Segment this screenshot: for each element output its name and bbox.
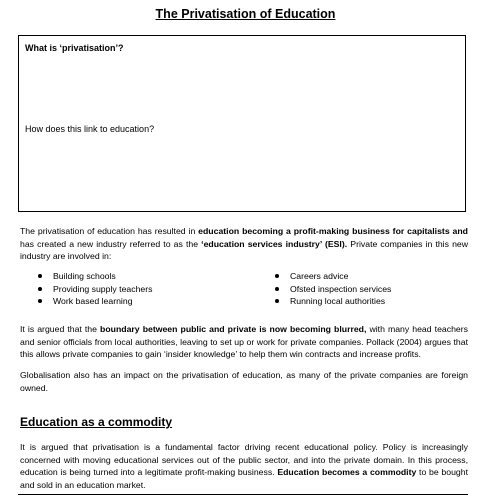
page-title: The Privatisation of Education — [155, 7, 336, 21]
bullet-item — [38, 270, 152, 283]
para3-run-0: Globalisation also has an impact on the privatisation of education, as many of the private companies are foreign owned. — [20, 370, 468, 393]
bullet-list-right — [275, 270, 391, 308]
bullet-text: Work based learning — [53, 296, 133, 307]
para2-run-2: with many head teachers and senior officials from local authorities, leaving to set up or work for private companies. Pollack (2004) argues that this allows private companies to gain ‘insider knowledge’ to help them win contracts and increase profits. — [20, 324, 468, 359]
bullet-list-left — [38, 270, 152, 308]
bullet-item — [275, 270, 391, 283]
bullet-text: Building schools — [53, 271, 116, 281]
para1-run-3: ‘education services industry’ (ESI). — [201, 238, 348, 249]
bullet-text: Ofsted inspection services — [290, 283, 392, 294]
bullet-text: Providing supply teachers — [53, 283, 153, 294]
bullet-dot-icon — [38, 287, 42, 291]
para1-run-4: Private companies in this new industry are involved in: — [20, 238, 469, 261]
bottom-divider — [18, 494, 468, 495]
section-heading-commodity: Education as a commodity — [20, 415, 173, 429]
bullet-dot-icon — [275, 299, 279, 303]
bullet-text: Careers advice — [290, 271, 349, 281]
bullet-dot-icon — [275, 287, 279, 291]
bullet-item — [38, 283, 152, 296]
para4-run-2: to be bought and sold in an education market. — [20, 467, 468, 490]
para2-run-1: boundary between public and private is now becoming blurred, — [100, 324, 367, 334]
paragraph-esi — [20, 225, 468, 263]
paragraph-globalisation — [20, 369, 468, 394]
bullet-dot-icon — [275, 274, 279, 278]
question-privatisation: What is ‘privatisation’? — [25, 43, 124, 53]
paragraph-commodity — [20, 441, 468, 491]
bullet-item — [38, 295, 152, 308]
para1-run-0: The privatisation of education has resulted in — [20, 226, 199, 236]
para1-run-1: education becoming a profit-making business for capitalists and — [198, 226, 468, 236]
paragraph-boundary — [20, 323, 468, 361]
para4-run-0: It is argued that privatisation is a fundamental factor driving recent educational policy. Policy is increasingly concerned with moving educational services out of the public sector, and into the private domain. In this process, education is being turned into a legitimate profit-making business. — [20, 442, 468, 477]
bullet-item — [275, 283, 391, 296]
para4-run-1: Education becomes a commodity — [277, 467, 417, 477]
answer-box[interactable] — [18, 35, 466, 212]
question-education-link: How does this link to education? — [25, 124, 155, 134]
para1-run-2: has created a new industry referred to as the — [20, 238, 202, 249]
bullet-dot-icon — [38, 299, 42, 303]
bullet-item — [275, 295, 391, 308]
bullet-text: Running local authorities — [290, 296, 386, 307]
bullet-dot-icon — [38, 274, 42, 278]
para2-run-0: It is argued that the — [20, 324, 101, 334]
